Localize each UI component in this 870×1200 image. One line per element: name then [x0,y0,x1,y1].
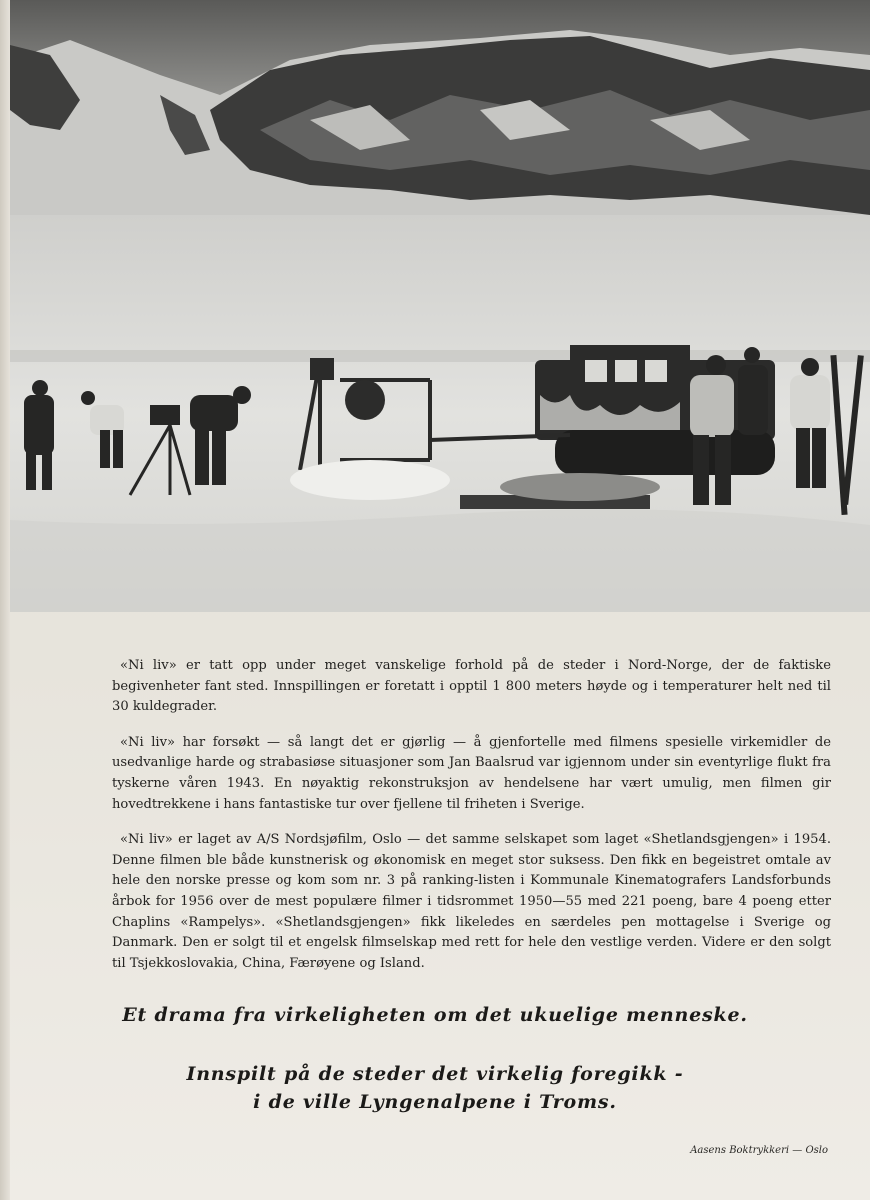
printer-credit: Aasens Boktrykkeri — Oslo [690,1145,828,1156]
tagline-primary: Et drama fra virkeligheten om det ukuelige menneske. [122,1004,748,1026]
tagline-line: i de ville Lyngenalpene i Troms. [253,1091,617,1113]
paragraph: «Ni liv» er tatt opp under meget vanskelige forhold på de steder i Nord-Norge, der de faktiske begivenheter fant sted. Innspillingen er foretatt i opptil 1 800 meters høyde og i temperaturer helt ned til 30 kuldegrader. [112,658,831,715]
snowfield-film-crew-photo-icon [10,0,870,612]
paragraph: «Ni liv» er laget av A/S Nordsjøfilm, Oslo — det samme selskapet som laget «Shetlandsgjengen» i 1954. Denne filmen ble både kunstnerisk og økonomisk en meget stor suksess. Den fikk en begeistret omtale av hele den norske presse og kom som nr. 3 på ranking-listen i Kommunale Kinematografers Landsforbunds årbok for 1956 over de mest populære filmer i tidsrommet 1950—55 med 221 poeng, bare 4 poeng etter Chaplins «Rampelys». «Shetlandsgjengen» fikk likeledes en særdeles pen mottagelse i Sverige og Danmark. Den er solgt til et engelsk filmselskap med rett for hele den vestlige verden. Videre er den solgt til Tsjekkoslovakia, China, Færøyene og Island. [112,832,831,971]
paper-edge [0,0,10,1200]
paragraph: «Ni liv» har forsøkt — så langt det er gjørlig — å gjenfortelle med filmens spesielle virkemidler de usedvanlige harde og strabasiøse situasjoner som Jan Baalsrud var igjennom under sin eventyrlige flukt fra tyskerne våren 1943. En nøyaktig rekonstruksjon av hendelsene har vært umulig, men filmen gir hovedtrekkene i hans fantastiske tur over fjellene til friheten i Sverige. [112,734,831,812]
body-text [112,656,831,989]
film-still-photo [10,0,870,612]
tagline-secondary [40,1060,830,1116]
tagline-line: Innspilt på de steder det virkelig foregikk - [186,1063,684,1085]
